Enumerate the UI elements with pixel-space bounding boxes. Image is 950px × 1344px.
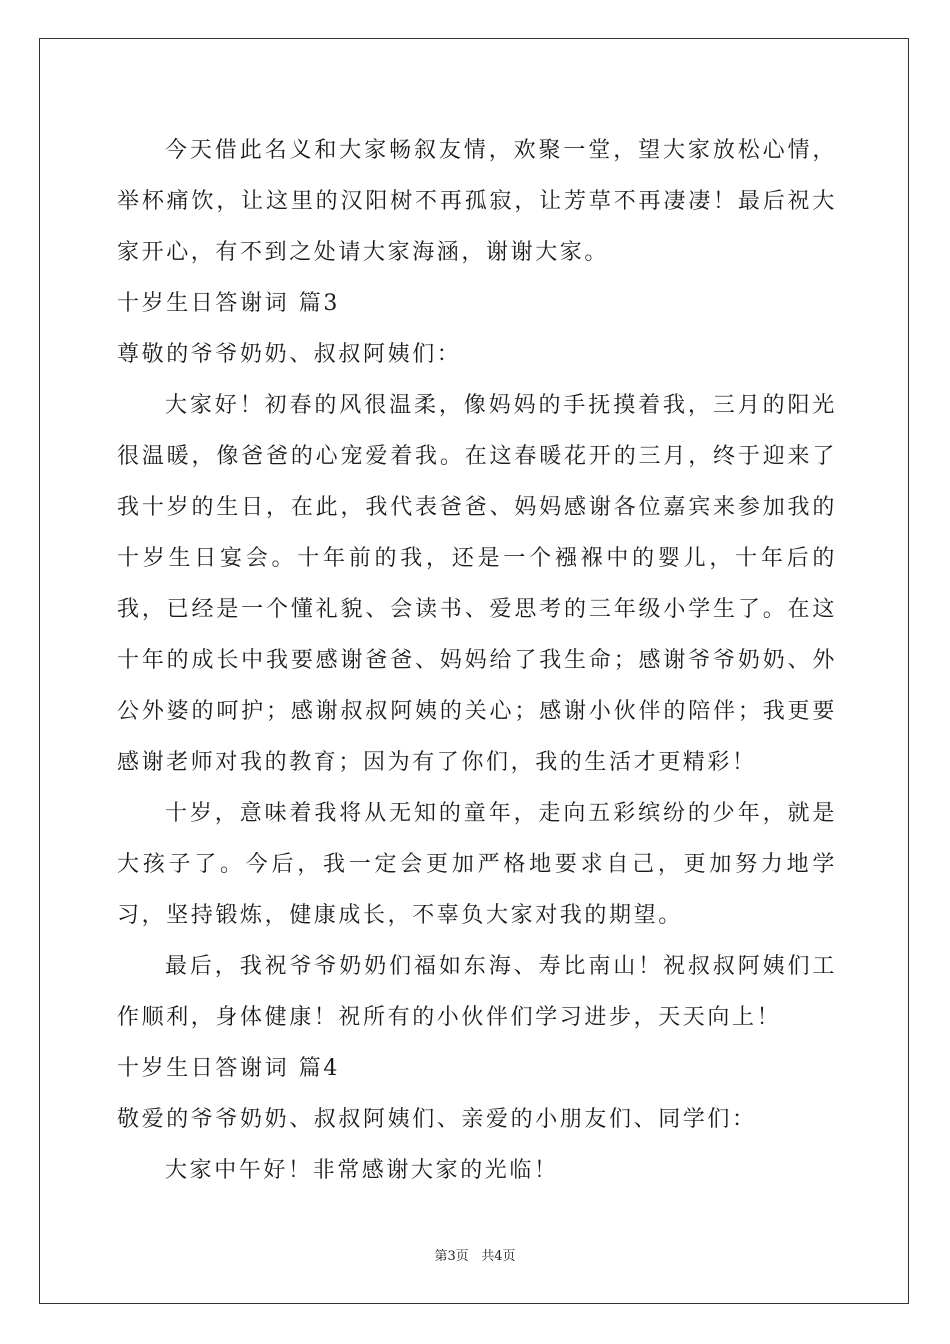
page-number: 第3页 bbox=[434, 1249, 469, 1264]
section-heading-3: 十岁生日答谢词 篇3 bbox=[117, 291, 340, 316]
salutation-4: 敬爱的爷爷奶奶、叔叔阿姨们、亲爱的小朋友们、同学们： bbox=[117, 1107, 757, 1132]
page-total: 共4页 bbox=[481, 1249, 516, 1264]
paragraph-thanks: 大家中午好！非常感谢大家的光临！ bbox=[165, 1158, 559, 1183]
salutation-3: 尊敬的爷爷奶奶、叔叔阿姨们： bbox=[117, 342, 462, 367]
section-heading-4: 十岁生日答谢词 篇4 bbox=[117, 1056, 340, 1081]
paragraph-wishes: 最后，我祝爷爷奶奶们福如东海、寿比南山！祝叔叔阿姨们工作顺利，身体健康！祝所有的小伙伴们学习进步，天天向上！ bbox=[117, 954, 837, 1030]
page-footer bbox=[0, 1245, 950, 1264]
paragraph-closing-remarks: 今天借此名义和大家畅叙友情，欢聚一堂，望大家放松心情，举杯痛饮，让这里的汉阳树不再孤寂，让芳草不再凄凄！最后祝大家开心，有不到之处请大家海涵，谢谢大家。 bbox=[117, 138, 837, 265]
document-body bbox=[117, 125, 837, 1196]
paragraph-greeting: 大家好！初春的风很温柔，像妈妈的手抚摸着我，三月的阳光很温暖，像爸爸的心宠爱着我。在这春暖花开的三月，终于迎来了我十岁的生日，在此，我代表爸爸、妈妈感谢各位嘉宾来参加我的十岁生日宴会。十年前的我，还是一个襁褓中的婴儿，十年后的我，已经是一个懂礼貌、会读书、爱思考的三年级小学生了。在这十年的成长中我要感谢爸爸、妈妈给了我生命；感谢爷爷奶奶、外公外婆的呵护；感谢叔叔阿姨的关心；感谢小伙伴的陪伴；我更要感谢老师对我的教育；因为有了你们，我的生活才更精彩！ bbox=[117, 393, 837, 775]
paragraph-ten-years: 十岁，意味着我将从无知的童年，走向五彩缤纷的少年，就是大孩子了。今后，我一定会更加严格地要求自己，更加努力地学习，坚持锻炼，健康成长，不辜负大家对我的期望。 bbox=[117, 801, 837, 928]
